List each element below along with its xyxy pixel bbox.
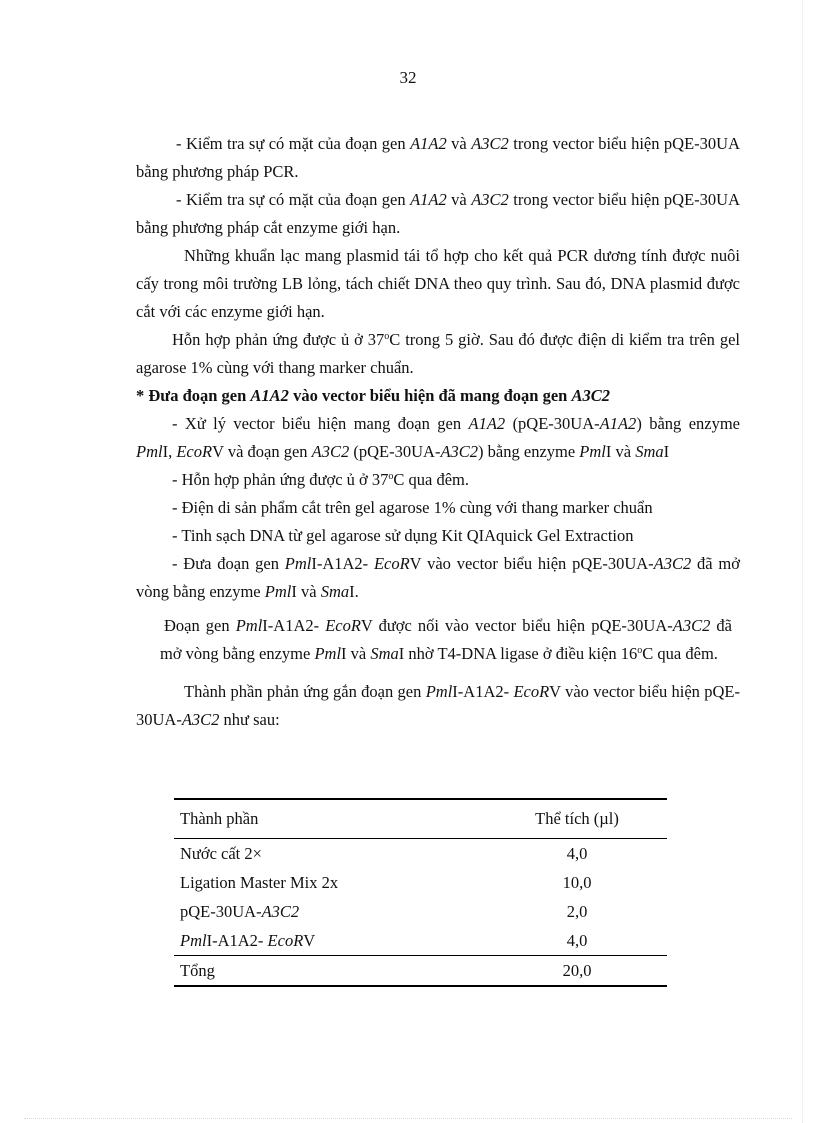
section-heading: * Đưa đoạn gen A1A2 vào vector biểu hiện đã mang đoạn gen A3C2	[136, 386, 610, 405]
table-row	[174, 897, 667, 926]
paragraph-pcr-check: - Kiểm tra sự có mặt của đoạn gen A1A2 và A3C2 trong vector biểu hiện pQE-30UA bằng phương pháp PCR.	[136, 134, 740, 181]
table-total-row	[174, 956, 667, 987]
row-value: 2,0	[566, 902, 588, 921]
header-volume: Thể tích (µl)	[487, 799, 667, 839]
page-border-right	[802, 0, 803, 1123]
paragraph-purification: - Tinh sạch DNA từ gel agarose sử dụng Kit QIAquick Gel Extraction	[172, 526, 634, 545]
ligation-components-table	[174, 798, 667, 987]
row-name: Ligation Master Mix 2x	[180, 873, 339, 892]
table-row	[174, 868, 667, 897]
row-value: 4,0	[566, 931, 588, 950]
paragraph-ligation: Đoạn gen PmlI-A1A2- EcoRV được nối vào vector biểu hiện pQE-30UA-A3C2 đã mở vòng bằng enzyme PmlI và SmaI nhờ T4-DNA ligase ở điều kiện 16$^o$C qua đêm.	[160, 616, 732, 663]
table-row	[174, 839, 667, 869]
paragraph-vector-treatment: - Xử lý vector biểu hiện mang đoạn gen A1A2 (pQE-30UA-A1A2) bằng enzyme PmlI, EcoRV và đoạn gen A3C2 (pQE-30UA-A3C2) bằng enzyme PmlI và SmaI	[136, 414, 741, 461]
header-component: Thành phần	[174, 799, 487, 839]
page-border-bottom	[24, 1118, 792, 1119]
total-label: Tổng	[174, 956, 487, 987]
document-body	[136, 130, 740, 734]
row-value: 4,0	[566, 844, 588, 863]
page-number: 32	[399, 68, 417, 87]
row-name: pQE-30UA-A3C2	[180, 902, 300, 921]
paragraph-table-intro: Thành phần phản ứng gắn đoạn gen PmlI-A1A2- EcoRV vào vector biểu hiện pQE-30UA-A3C2 như sau:	[136, 682, 740, 729]
paragraph-electrophoresis: - Điện di sản phẩm cắt trên gel agarose 1% cùng với thang marker chuẩn	[172, 498, 653, 517]
total-value: 20,0	[487, 956, 667, 987]
row-name: Nước cất 2×	[180, 844, 262, 863]
row-value: 10,0	[562, 873, 592, 892]
paragraph-incubation: Hỗn hợp phản ứng được ủ ở 37$^o$C trong 5 giờ. Sau đó được điện di kiểm tra trên gel agarose 1% cùng với thang marker chuẩn.	[136, 330, 740, 377]
table-row	[174, 926, 667, 956]
paragraph-enzyme-check: - Kiểm tra sự có mặt của đoạn gen A1A2 và A3C2 trong vector biểu hiện pQE-30UA bằng phương pháp cắt enzyme giới hạn.	[136, 190, 740, 237]
paragraph-insert-gene: - Đưa đoạn gen PmlI-A1A2- EcoRV vào vector biểu hiện pQE-30UA-A3C2 đã mở vòng bằng enzyme PmlI và SmaI.	[136, 554, 740, 601]
paragraph-overnight: - Hỗn hợp phản ứng được ủ ở 37$^o$C qua đêm.	[172, 470, 469, 489]
row-name: PmlI-A1A2- EcoRV	[180, 931, 316, 950]
table-header-row	[174, 799, 667, 839]
paragraph-colonies: Những khuẩn lạc mang plasmid tái tổ hợp cho kết quả PCR dương tính được nuôi cấy trong môi trường LB lỏng, tách chiết DNA theo quy trình. Sau đó, DNA plasmid được cắt với các enzyme giới hạn.	[136, 246, 740, 321]
